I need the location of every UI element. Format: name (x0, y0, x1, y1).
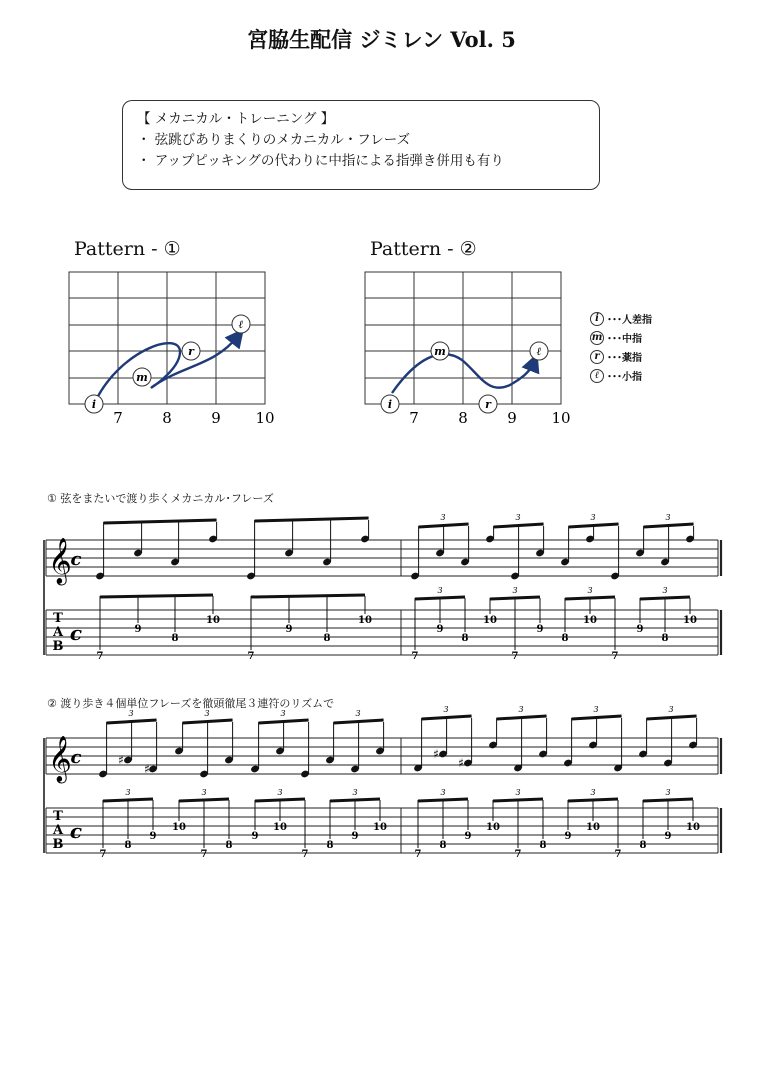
note-beam (183, 720, 233, 723)
legend-symbol: ℓ (590, 369, 604, 383)
legend-label: ･･･人差指 (607, 315, 652, 326)
tab-beam (103, 799, 153, 801)
tab-number: 8 (439, 840, 447, 851)
legend-label: ･･･中指 (607, 334, 642, 345)
tab-number: 7 (200, 849, 208, 860)
sharp-accidental-icon: ♯ (433, 747, 439, 761)
tab-number: 7 (301, 849, 309, 860)
treble-clef-icon: 𝄞 (48, 538, 72, 584)
triplet-mark: 3 (590, 788, 596, 797)
finger-label: i (387, 398, 393, 411)
note-beam (107, 720, 157, 723)
tab-number: 7 (611, 651, 619, 662)
tab-number: 7 (247, 651, 255, 662)
finger-label: ℓ (238, 318, 244, 331)
info-bullet-2: ・ アップピッキングの代わりに中指による指弾き併用も有り (137, 153, 504, 169)
section-2-label: ② 渡り歩き４個単位フレーズを徹頭徹尾３連符のリズムで (47, 697, 335, 710)
triplet-mark: 3 (128, 709, 134, 718)
info-heading: 【 メカニカル・トレーニング 】 (137, 111, 335, 127)
tab-number: 9 (149, 831, 157, 842)
finger-label: m (434, 345, 446, 358)
tab-letter: A (52, 823, 64, 838)
fret-number: 10 (255, 409, 275, 427)
tab-number: 10 (586, 822, 600, 833)
tab-number: 9 (351, 831, 359, 842)
triplet-mark: 3 (201, 788, 207, 797)
tab-beam (565, 597, 615, 599)
note-beam (569, 524, 619, 527)
note-beam (647, 716, 697, 719)
tab-letter: B (52, 639, 64, 654)
fret-number: 8 (162, 409, 172, 427)
tab-number: 10 (483, 615, 497, 626)
tab-beam (490, 597, 540, 599)
tab-beam (251, 595, 365, 597)
tab-letter: T (53, 611, 63, 626)
fret-number: 10 (551, 409, 571, 427)
tab-number: 8 (561, 633, 569, 644)
triplet-mark: 3 (440, 788, 446, 797)
tab-number: 9 (664, 831, 672, 842)
section-1-label: ① 弦をまたいで渡り歩くメカニカル･フレーズ (47, 492, 274, 505)
tab-number: 7 (511, 651, 519, 662)
triplet-mark: 3 (125, 788, 131, 797)
time-signature: c (70, 747, 82, 768)
pattern-2-title: Pattern - ② (370, 238, 477, 260)
fret-number: 8 (458, 409, 468, 427)
tab-number: 8 (171, 633, 179, 644)
tab-number: 10 (172, 822, 186, 833)
finger-label: r (188, 345, 194, 358)
triplet-mark: 3 (352, 788, 358, 797)
tab-number: 8 (639, 840, 647, 851)
tab-number: 10 (686, 822, 700, 833)
tab-number: 8 (124, 840, 132, 851)
tab-letter: A (52, 625, 64, 640)
legend-symbol: r (590, 350, 604, 364)
triplet-mark: 3 (280, 709, 286, 718)
fret-number: 9 (507, 409, 517, 427)
tab-number: 10 (206, 615, 220, 626)
triplet-mark: 3 (665, 788, 671, 797)
tab-number: 8 (661, 633, 669, 644)
tab-number: 7 (99, 849, 107, 860)
sharp-accidental-icon: ♯ (458, 756, 464, 770)
tab-beam (568, 799, 618, 801)
finger-label: r (485, 398, 491, 411)
sharp-accidental-icon: ♯ (118, 753, 124, 767)
triplet-mark: 3 (512, 586, 518, 595)
tab-beam (415, 597, 465, 599)
note-beam (259, 720, 309, 723)
tab-number: 9 (464, 831, 472, 842)
tab-beam (418, 799, 468, 801)
tab-number: 7 (96, 651, 104, 662)
page-title: 宮脇生配信 ジミレン Vol. 5 (247, 27, 516, 52)
fret-number: 7 (409, 409, 419, 427)
tab-number: 7 (414, 849, 422, 860)
note-beam (644, 524, 694, 527)
tab-number: 8 (461, 633, 469, 644)
triplet-mark: 3 (515, 788, 521, 797)
tab-beam (640, 597, 690, 599)
tab-number: 10 (273, 822, 287, 833)
tab-number: 9 (636, 624, 644, 635)
note-beam (334, 720, 384, 723)
triplet-mark: 3 (277, 788, 283, 797)
tab-number: 10 (373, 822, 387, 833)
fret-number: 7 (113, 409, 123, 427)
tab-number: 8 (326, 840, 334, 851)
pattern-1-title: Pattern - ① (74, 238, 181, 260)
finger-label: m (136, 371, 148, 384)
tab-number: 10 (358, 615, 372, 626)
triplet-mark: 3 (515, 513, 521, 522)
tab-number: 9 (134, 624, 142, 635)
info-bullet-1: ・ 弦跳びありまくりのメカニカル・フレーズ (137, 132, 411, 148)
sharp-accidental-icon: ♯ (144, 762, 150, 776)
triplet-mark: 3 (443, 705, 449, 714)
triplet-mark: 3 (590, 513, 596, 522)
legend-label: ･･･薬指 (607, 353, 642, 364)
tab-number: 7 (411, 651, 419, 662)
triplet-mark: 3 (593, 705, 599, 714)
legend-symbol: m (591, 332, 603, 343)
tab-number: 10 (486, 822, 500, 833)
tab-number: 7 (614, 849, 622, 860)
tab-number: 8 (225, 840, 233, 851)
tab-number: 10 (583, 615, 597, 626)
tab-beam (493, 799, 543, 801)
tab-time-signature: c (69, 621, 83, 645)
triplet-mark: 3 (518, 705, 524, 714)
tab-number: 10 (683, 615, 697, 626)
note-beam (419, 524, 469, 527)
tab-letter: B (52, 837, 64, 852)
tab-letter: T (53, 809, 63, 824)
triplet-mark: 3 (204, 709, 210, 718)
note-beam (104, 520, 217, 523)
tab-number: 9 (251, 831, 259, 842)
note-beam (255, 518, 369, 521)
triplet-mark: 3 (662, 586, 668, 595)
tab-number: 8 (539, 840, 547, 851)
triplet-mark: 3 (355, 709, 361, 718)
note-beam (572, 716, 622, 719)
legend-label: ･･･小指 (607, 372, 642, 383)
tab-time-signature: c (69, 819, 83, 843)
fret-number: 9 (211, 409, 221, 427)
triplet-mark: 3 (437, 586, 443, 595)
tab-number: 9 (285, 624, 293, 635)
triplet-mark: 3 (668, 705, 674, 714)
tab-beam (179, 799, 229, 801)
tab-beam (643, 799, 693, 801)
triplet-mark: 3 (587, 586, 593, 595)
tab-number: 7 (514, 849, 522, 860)
tab-number: 9 (564, 831, 572, 842)
triplet-mark: 3 (440, 513, 446, 522)
note-beam (497, 716, 547, 719)
finger-label: ℓ (536, 345, 542, 358)
legend-symbol: i (590, 312, 604, 326)
tab-beam (330, 799, 380, 801)
treble-clef-icon: 𝄞 (48, 736, 72, 782)
tab-number: 9 (436, 624, 444, 635)
tab-number: 8 (323, 633, 331, 644)
triplet-mark: 3 (665, 513, 671, 522)
tab-beam (255, 799, 305, 801)
finger-label: i (91, 398, 97, 411)
tab-number: 9 (536, 624, 544, 635)
tab-beam (100, 595, 213, 597)
time-signature: c (70, 549, 82, 570)
note-beam (494, 524, 544, 527)
note-beam (422, 716, 472, 719)
